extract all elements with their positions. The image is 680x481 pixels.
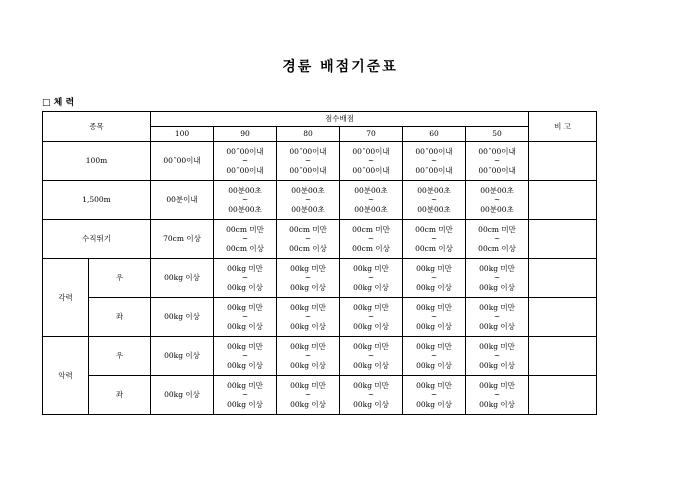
score-range-cell [214, 142, 277, 181]
score-range-cell [277, 376, 340, 415]
range-top: 00kg 미만 [227, 380, 263, 390]
range-bot: 00kg 이상 [416, 282, 452, 292]
range-mid: ~ [430, 195, 438, 205]
score-range-cell [340, 142, 403, 181]
range-bot: 00kg 이상 [227, 360, 263, 370]
range-bot: 00kg 이상 [290, 321, 326, 331]
range-mid: ~ [367, 351, 375, 361]
range-mid: ~ [304, 156, 312, 166]
range-top: 00cm 미만 [226, 224, 264, 234]
score-range-cell [466, 298, 529, 337]
range-mid: ~ [367, 312, 375, 322]
side-label: 좌 [89, 298, 151, 337]
range-bot: 00kg 이상 [479, 282, 515, 292]
score-range-cell [340, 298, 403, 337]
range-top: 00cm 미만 [478, 224, 516, 234]
range-bot: 00˝00이내 [352, 165, 390, 175]
table-row [43, 181, 597, 220]
score-range-cell [466, 337, 529, 376]
score-range-cell [340, 220, 403, 259]
score-range-cell [340, 259, 403, 298]
score-table [42, 111, 597, 415]
score-range-cell [277, 220, 340, 259]
score-range-cell [214, 259, 277, 298]
range-bot: 00kg 이상 [416, 399, 452, 409]
range-top: 00kg 미만 [479, 341, 515, 351]
score-range-cell [277, 259, 340, 298]
range-bot: 00kg 이상 [479, 321, 515, 331]
note-cell [529, 142, 597, 181]
base-score-cell: 00kg 이상 [151, 337, 214, 376]
range-top: 00cm 미만 [289, 224, 327, 234]
range-top: 00kg 미만 [416, 302, 452, 312]
range-mid: ~ [241, 156, 249, 166]
score-range-cell [466, 181, 529, 220]
score-range-cell [214, 220, 277, 259]
score-range-cell [403, 142, 466, 181]
range-bot: 00˝00이내 [289, 165, 327, 175]
note-cell [529, 220, 597, 259]
range-bot: 00분00초 [417, 204, 451, 214]
score-range-cell [403, 337, 466, 376]
note-cell [529, 181, 597, 220]
range-mid: ~ [367, 390, 375, 400]
score-range-cell [277, 337, 340, 376]
document-title: 경륜 배점기준표 [282, 59, 398, 75]
range-bot: 00kg 이상 [479, 399, 515, 409]
range-bot: 00kg 이상 [353, 321, 389, 331]
side-label: 좌 [89, 376, 151, 415]
range-bot: 00kg 이상 [353, 399, 389, 409]
range-mid: ~ [304, 195, 312, 205]
range-top: 00kg 미만 [353, 341, 389, 351]
range-bot: 00kg 이상 [227, 321, 263, 331]
range-bot: 00분00초 [228, 204, 262, 214]
range-top: 00kg 미만 [479, 263, 515, 273]
range-bot: 00kg 이상 [353, 282, 389, 292]
range-mid: ~ [430, 234, 438, 244]
header-item: 종목 [43, 112, 151, 142]
range-top: 00분00초 [480, 185, 514, 195]
table-row [43, 259, 597, 298]
score-range-cell [214, 337, 277, 376]
header-score: 70 [340, 127, 403, 142]
range-bot: 00kg 이상 [416, 360, 452, 370]
range-bot: 00kg 이상 [290, 399, 326, 409]
score-range-cell [466, 259, 529, 298]
range-bot: 00cm 이상 [352, 243, 390, 253]
range-top: 00kg 미만 [353, 302, 389, 312]
range-top: 00kg 미만 [479, 302, 515, 312]
score-range-cell [340, 181, 403, 220]
range-mid: ~ [493, 156, 501, 166]
range-mid: ~ [493, 390, 501, 400]
note-cell [529, 259, 597, 298]
score-range-cell [466, 142, 529, 181]
range-bot: 00kg 이상 [479, 360, 515, 370]
event-name: 1,500m [43, 181, 151, 220]
range-top: 00kg 미만 [353, 263, 389, 273]
range-mid: ~ [241, 195, 249, 205]
range-bot: 00˝00이내 [478, 165, 516, 175]
range-bot: 00kg 이상 [416, 321, 452, 331]
score-range-cell [466, 376, 529, 415]
header-score-group: 점수배점 [151, 112, 529, 127]
range-bot: 00kg 이상 [290, 360, 326, 370]
range-mid: ~ [241, 390, 249, 400]
range-top: 00˝00이내 [478, 146, 516, 156]
table-row [43, 142, 597, 181]
range-bot: 00kg 이상 [227, 282, 263, 292]
score-range-cell [214, 376, 277, 415]
range-mid: ~ [430, 312, 438, 322]
range-bot: 00cm 이상 [415, 243, 453, 253]
range-mid: ~ [430, 351, 438, 361]
range-mid: ~ [493, 312, 501, 322]
range-top: 00kg 미만 [290, 302, 326, 312]
range-mid: ~ [304, 351, 312, 361]
note-cell [529, 376, 597, 415]
table-row [43, 337, 597, 376]
range-mid: ~ [493, 273, 501, 283]
range-mid: ~ [367, 156, 375, 166]
range-mid: ~ [430, 273, 438, 283]
range-top: 00kg 미만 [290, 380, 326, 390]
range-top: 00kg 미만 [353, 380, 389, 390]
score-range-cell [403, 376, 466, 415]
range-bot: 00분00초 [291, 204, 325, 214]
score-range-cell [277, 298, 340, 337]
range-mid: ~ [430, 156, 438, 166]
score-range-cell [340, 337, 403, 376]
range-top: 00kg 미만 [290, 263, 326, 273]
range-top: 00kg 미만 [416, 341, 452, 351]
score-range-cell [403, 181, 466, 220]
range-bot: 00kg 이상 [227, 399, 263, 409]
section-heading: □ 체 력 [42, 98, 75, 108]
range-top: 00분00초 [354, 185, 388, 195]
score-range-cell [403, 259, 466, 298]
range-bot: 00cm 이상 [226, 243, 264, 253]
event-name: 수직뛰기 [43, 220, 151, 259]
range-top: 00kg 미만 [227, 302, 263, 312]
range-bot: 00kg 이상 [353, 360, 389, 370]
score-range-cell [277, 142, 340, 181]
range-top: 00kg 미만 [227, 263, 263, 273]
group-name: 악력 [43, 337, 89, 415]
range-mid: ~ [241, 351, 249, 361]
base-score-cell: 00kg 이상 [151, 376, 214, 415]
header-score: 90 [214, 127, 277, 142]
range-bot: 00˝00이내 [415, 165, 453, 175]
range-top: 00kg 미만 [479, 380, 515, 390]
score-range-cell [340, 376, 403, 415]
range-bot: 00분00초 [480, 204, 514, 214]
range-mid: ~ [430, 390, 438, 400]
range-mid: ~ [493, 195, 501, 205]
range-bot: 00cm 이상 [478, 243, 516, 253]
range-mid: ~ [241, 312, 249, 322]
range-mid: ~ [304, 390, 312, 400]
range-top: 00cm 미만 [415, 224, 453, 234]
group-name: 각력 [43, 259, 89, 337]
range-bot: 00kg 이상 [290, 282, 326, 292]
score-range-cell [466, 220, 529, 259]
range-mid: ~ [241, 234, 249, 244]
side-label: 우 [89, 337, 151, 376]
score-range-cell [214, 181, 277, 220]
range-mid: ~ [493, 234, 501, 244]
range-mid: ~ [493, 351, 501, 361]
range-mid: ~ [304, 273, 312, 283]
note-cell [529, 298, 597, 337]
header-score: 80 [277, 127, 340, 142]
table-row [43, 220, 597, 259]
range-bot: 00분00초 [354, 204, 388, 214]
range-top: 00kg 미만 [416, 263, 452, 273]
range-mid: ~ [367, 273, 375, 283]
range-top: 00분00초 [291, 185, 325, 195]
range-bot: 00cm 이상 [289, 243, 327, 253]
base-score-cell: 00kg 이상 [151, 259, 214, 298]
range-top: 00kg 미만 [227, 341, 263, 351]
base-score-cell: 00˝00이내 [151, 142, 214, 181]
range-top: 00kg 미만 [290, 341, 326, 351]
header-note: 비 고 [529, 112, 597, 142]
table-row [43, 376, 597, 415]
base-score-cell: 00kg 이상 [151, 298, 214, 337]
range-top: 00˝00이내 [289, 146, 327, 156]
base-score-cell: 00분이내 [151, 181, 214, 220]
range-mid: ~ [241, 273, 249, 283]
range-bot: 00˝00이내 [226, 165, 264, 175]
score-range-cell [403, 220, 466, 259]
range-mid: ~ [367, 234, 375, 244]
range-top: 00˝00이내 [352, 146, 390, 156]
side-label: 우 [89, 259, 151, 298]
range-mid: ~ [304, 234, 312, 244]
range-top: 00분00초 [228, 185, 262, 195]
score-range-cell [214, 298, 277, 337]
range-mid: ~ [367, 195, 375, 205]
header-score: 100 [151, 127, 214, 142]
header-score: 50 [466, 127, 529, 142]
range-top: 00kg 미만 [416, 380, 452, 390]
range-top: 00˝00이내 [226, 146, 264, 156]
range-top: 00cm 미만 [352, 224, 390, 234]
event-name: 100m [43, 142, 151, 181]
score-range-cell [403, 298, 466, 337]
score-range-cell [277, 181, 340, 220]
base-score-cell: 70cm 이상 [151, 220, 214, 259]
table-row [43, 298, 597, 337]
range-top: 00˝00이내 [415, 146, 453, 156]
range-top: 00분00초 [417, 185, 451, 195]
header-score: 60 [403, 127, 466, 142]
note-cell [529, 337, 597, 376]
range-mid: ~ [304, 312, 312, 322]
